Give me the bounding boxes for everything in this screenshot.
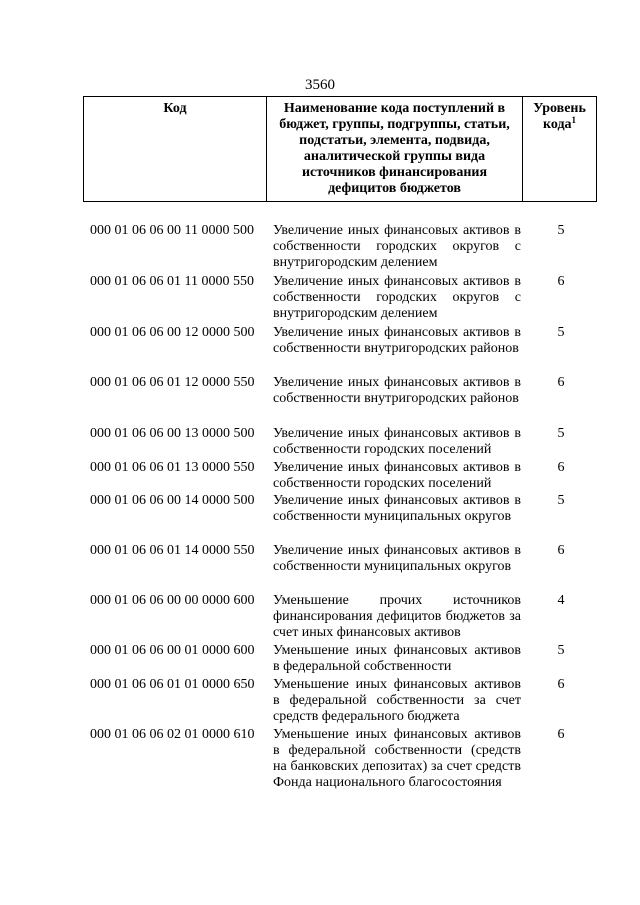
row-level: 6 bbox=[557, 677, 565, 692]
row-code: 000 01 06 06 01 13 0000 550 bbox=[90, 460, 255, 475]
row-level: 6 bbox=[557, 727, 565, 742]
row-level: 5 bbox=[557, 325, 565, 340]
row-code: 000 01 06 06 00 11 0000 500 bbox=[90, 223, 254, 238]
row-code: 000 01 06 06 01 12 0000 550 bbox=[90, 375, 255, 390]
row-level: 6 bbox=[557, 543, 565, 558]
header-code: Код bbox=[84, 97, 267, 201]
row-description: Увеличение иных финансовых активов в собственности внутригородских районов bbox=[273, 375, 521, 406]
row-description: Увеличение иных финансовых активов в собственности муниципальных округов bbox=[273, 543, 521, 574]
row-description: Увеличение иных финансовых активов в собственности муниципальных округов bbox=[273, 493, 521, 524]
row-level: 4 bbox=[557, 593, 565, 608]
row-code: 000 01 06 06 02 01 0000 610 bbox=[90, 727, 255, 742]
row-level: 6 bbox=[557, 460, 565, 475]
row-description: Уменьшение иных финансовых активов в федеральной собственности (средств на банковских депозитах) за счет средств Фонда национального благосостояния bbox=[273, 727, 521, 790]
row-level: 5 bbox=[557, 643, 565, 658]
row-code: 000 01 06 06 00 13 0000 500 bbox=[90, 426, 255, 441]
row-description: Увеличение иных финансовых активов в собственности городских округов с внутригородским делением bbox=[273, 274, 521, 321]
row-code: 000 01 06 06 01 01 0000 650 bbox=[90, 677, 255, 692]
row-description: Увеличение иных финансовых активов в собственности городских поселений bbox=[273, 460, 521, 491]
row-code: 000 01 06 06 00 14 0000 500 bbox=[90, 493, 255, 508]
row-level: 5 bbox=[557, 223, 565, 238]
row-code: 000 01 06 06 01 11 0000 550 bbox=[90, 274, 254, 289]
header-name: Наименование кода поступлений в бюджет, группы, подгруппы, статьи, подстатьи, элемента, подвида, аналитической группы вида источников финансирования дефицитов бюджетов bbox=[267, 97, 523, 201]
page-number: 3560 bbox=[305, 77, 335, 93]
row-level: 5 bbox=[557, 426, 565, 441]
row-code: 000 01 06 06 00 00 0000 600 bbox=[90, 593, 255, 608]
row-description: Уменьшение прочих источников финансирования дефицитов бюджетов за счет иных финансовых активов bbox=[273, 593, 521, 640]
row-code: 000 01 06 06 00 12 0000 500 bbox=[90, 325, 255, 340]
row-level: 6 bbox=[557, 375, 565, 390]
row-level: 6 bbox=[557, 274, 565, 289]
header-level-label: Уровень кода bbox=[533, 101, 586, 132]
header-level-footnote: 1 bbox=[571, 115, 577, 125]
row-description: Уменьшение иных финансовых активов в федеральной собственности за счет средств федерального бюджета bbox=[273, 677, 521, 724]
row-description: Уменьшение иных финансовых активов в федеральной собственности bbox=[273, 643, 521, 674]
row-code: 000 01 06 06 00 01 0000 600 bbox=[90, 643, 255, 658]
row-description: Увеличение иных финансовых активов в собственности внутригородских районов bbox=[273, 325, 521, 356]
row-description: Увеличение иных финансовых активов в собственности городских поселений bbox=[273, 426, 521, 457]
row-code: 000 01 06 06 01 14 0000 550 bbox=[90, 543, 255, 558]
row-description: Увеличение иных финансовых активов в собственности городских округов с внутригородским делением bbox=[273, 223, 521, 270]
row-level: 5 bbox=[557, 493, 565, 508]
